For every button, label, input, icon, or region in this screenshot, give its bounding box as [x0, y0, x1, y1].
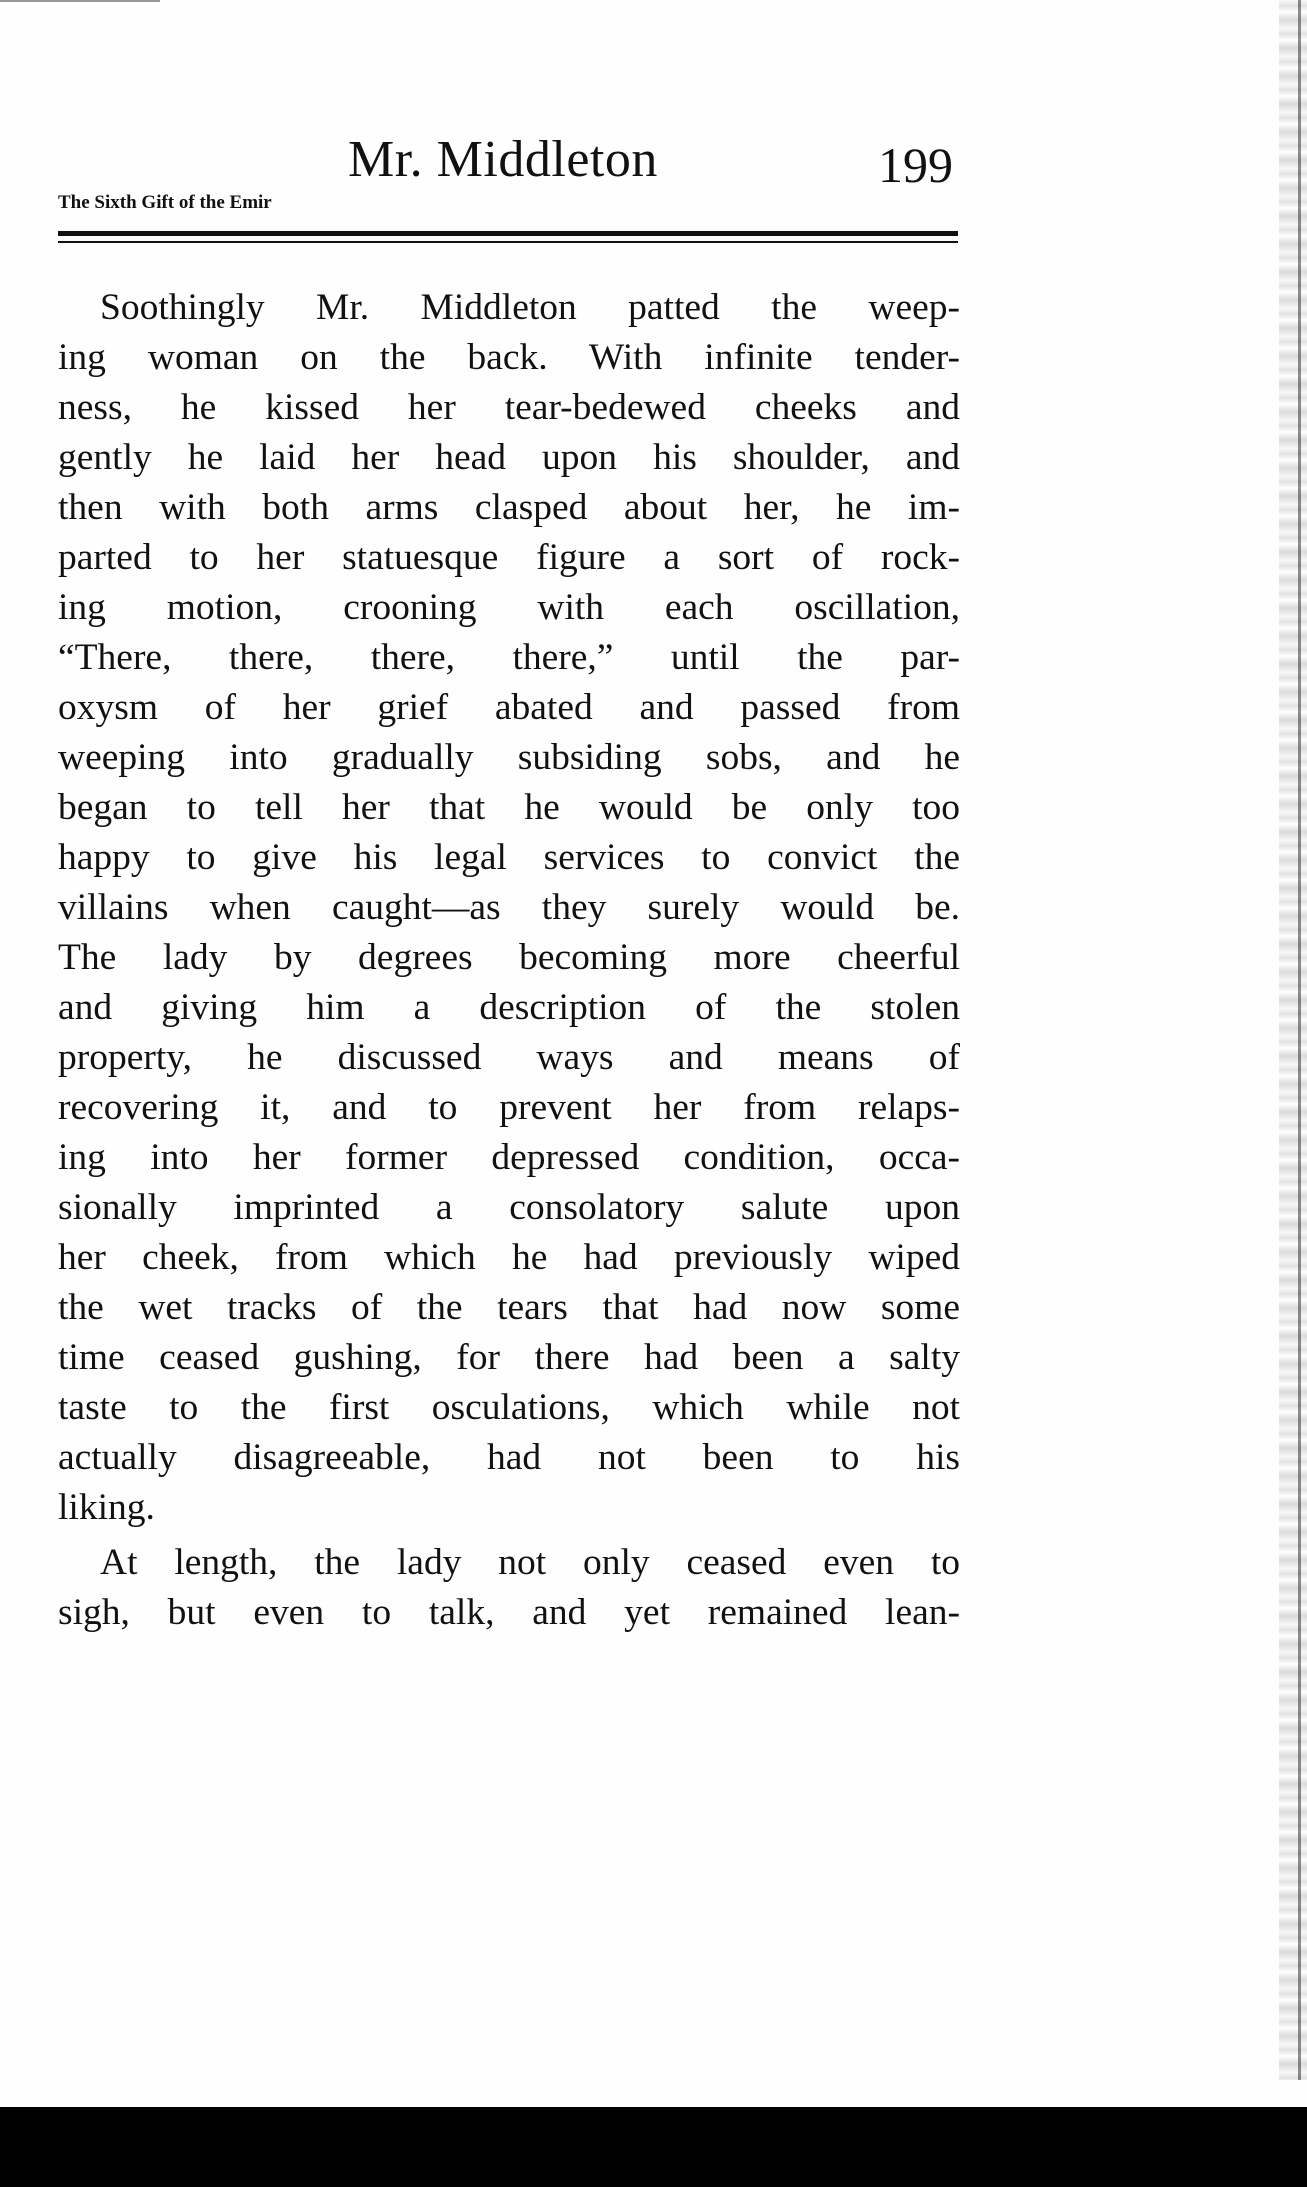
text-line: ing into her former depressed condition, occa-: [58, 1137, 960, 1178]
running-head: [58, 130, 958, 213]
text-line: At length, the lady not only ceased even to: [100, 1542, 960, 1583]
text-line: Soothingly Mr. Middleton patted the weep-: [100, 287, 960, 328]
text-line: actually disagreeable, had not been to his: [58, 1437, 960, 1478]
section-title: The Sixth Gift of the Emir: [58, 192, 272, 213]
scan-bottom-band: [0, 2107, 1307, 2187]
text-line: sionally imprinted a consolatory salute upon: [58, 1187, 960, 1228]
text-line: liking.: [58, 1487, 155, 1528]
text-line: recovering it, and to prevent her from relaps-: [58, 1087, 960, 1128]
text-line: then with both arms clasped about her, he im-: [58, 487, 960, 528]
text-line: villains when caught—as they surely would be.: [58, 887, 960, 928]
text-line: “There, there, there, there,” until the par-: [58, 637, 960, 678]
page-edge-line: [1298, 0, 1301, 2080]
text-line: time ceased gushing, for there had been a salty: [58, 1337, 960, 1378]
text-line: property, he discussed ways and means of: [58, 1037, 960, 1078]
text-line: happy to give his legal services to convict the: [58, 837, 960, 878]
header-rule-thin: [58, 241, 958, 243]
text-line: and giving him a description of the stolen: [58, 987, 960, 1028]
text-line: taste to the first osculations, which while not: [58, 1387, 960, 1428]
text-line: weeping into gradually subsiding sobs, and he: [58, 737, 960, 778]
text-line: sigh, but even to talk, and yet remained lean-: [58, 1592, 960, 1633]
header-rule-thick: [58, 231, 958, 236]
text-line: ing woman on the back. With infinite tender-: [58, 337, 960, 378]
body-text: [58, 283, 960, 1638]
text-line: the wet tracks of the tears that had now some: [58, 1287, 960, 1328]
scan-top-mark: [0, 0, 160, 2]
running-title: Mr. Middleton: [348, 131, 658, 188]
text-line: her cheek, from which he had previously wiped: [58, 1237, 960, 1278]
text-line: parted to her statuesque figure a sort of rock-: [58, 537, 960, 578]
text-line: gently he laid her head upon his shoulder, and: [58, 437, 960, 478]
text-line: oxysm of her grief abated and passed from: [58, 687, 960, 728]
page-edge-shadow: [1279, 0, 1307, 2080]
text-line: began to tell her that he would be only too: [58, 787, 960, 828]
text-line: ness, he kissed her tear-bedewed cheeks and: [58, 387, 960, 428]
text-line: ing motion, crooning with each oscillation,: [58, 587, 960, 628]
page-number: 199: [878, 137, 953, 193]
text-line: The lady by degrees becoming more cheerful: [58, 937, 960, 978]
